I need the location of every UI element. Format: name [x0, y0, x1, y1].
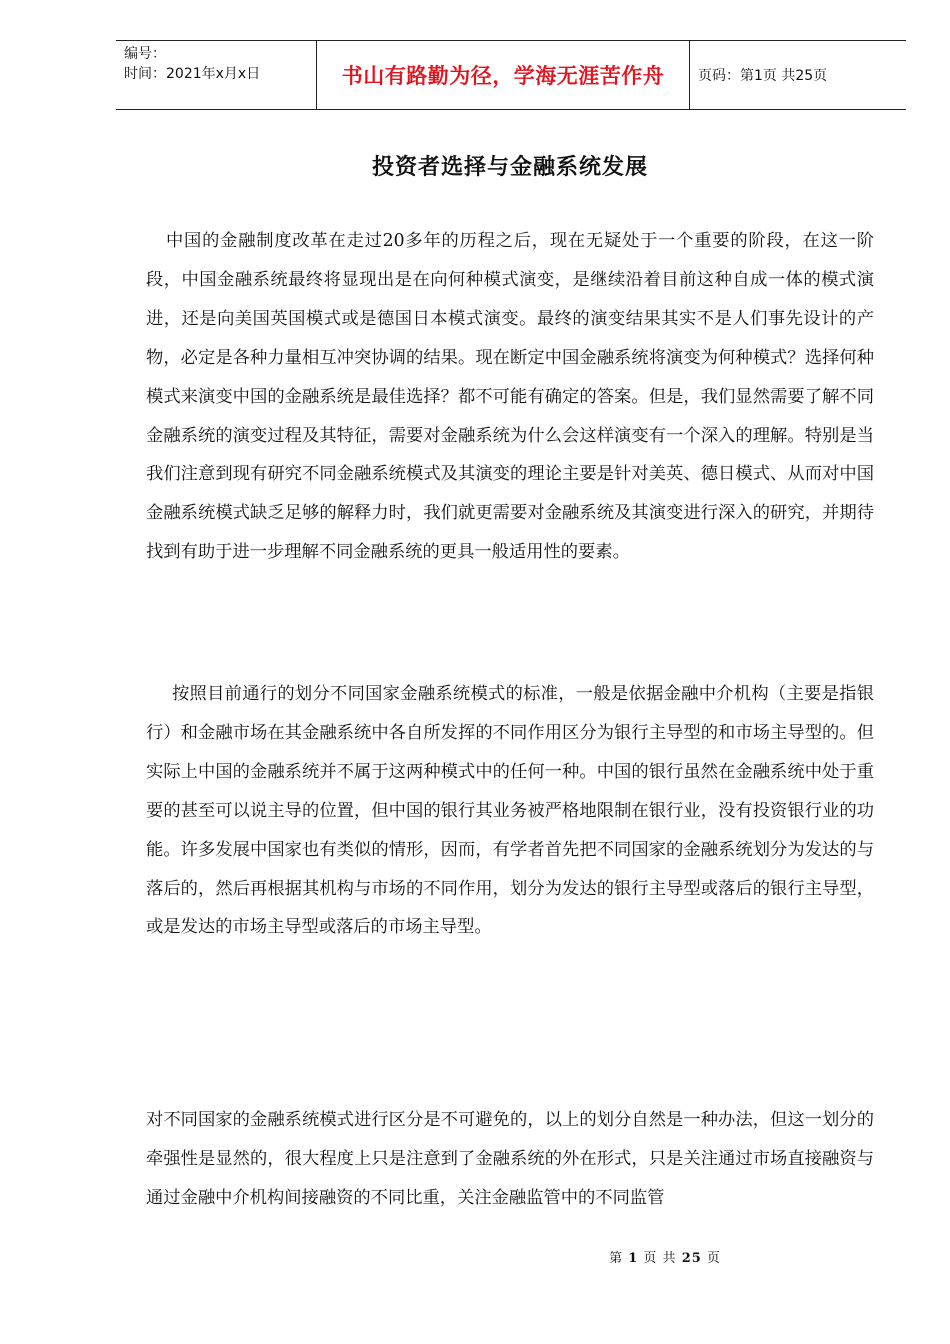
footer-middle: 页 共 [643, 1251, 677, 1266]
footer-total-pages: 25 [681, 1251, 702, 1266]
header-table [116, 40, 906, 110]
header-motto-cell [316, 41, 690, 109]
paragraph-3: 对不同国家的金融系统模式进行区分是不可避免的，以上的划分自然是一种办法，但这一划分的牵强性是显然的，很大程度上只是注意到了金融系统的外在形式，只是关注通过市场直接融资与通过金融中介机构间接融资的不同比重，关注金融监管中的不同监管 [146, 1110, 874, 1208]
page-label: 页码：第1页 共25页 [698, 68, 828, 84]
footer-page-number: 1 [628, 1251, 639, 1266]
footer-prefix: 第 [609, 1251, 624, 1266]
motto-text: 书山有路勤为径，学海无涯苦作舟 [341, 63, 665, 88]
document-title: 投资者选择与金融系统发展 [371, 154, 648, 180]
time-label: 时间：2021年x月x日 [124, 66, 261, 82]
header-info-cell [116, 41, 316, 109]
paragraph-2: 按照目前通行的划分不同国家金融系统模式的标准，一般是依据金融中介机构（主要是指银行）和金融市场在其金融系统中各自所发挥的不同作用区分为银行主导型的和市场主导型的。但实际上中国的金融系统并不属于这两种模式中的任何一种。中国的银行虽然在金融系统中处于重要的甚至可以说主导的位置，但中国的银行其业务被严格地限制在银行业，没有投资银行业的功能。许多发展中国家也有类似的情形，因而，有学者首先把不同国家的金融系统划分为发达的与落后的，然后再根据其机构与市场的不同作用，划分为发达的银行主导型或落后的银行主导型，或是发达的市场主导型或落后的市场主导型。 [146, 684, 874, 938]
header-page-cell [690, 41, 906, 109]
page-footer [0, 1247, 950, 1266]
footer-suffix: 页 [706, 1251, 721, 1266]
number-label: 编号： [124, 46, 166, 62]
paragraph-1: 中国的金融制度改革在走过20多年的历程之后，现在无疑处于一个重要的阶段，在这一阶段，中国金融系统最终将显现出是在向何种模式演变，是继续沿着目前这种自成一体的模式演进，还是向美国英国模式或是德国日本模式演变。最终的演变结果其实不是人们事先设计的产物，必定是各种力量相互冲突协调的结果。现在断定中国金融系统将演变为何种模式？选择何种模式来演变中国的金融系统是最佳选择？都不可能有确定的答案。但是，我们显然需要了解不同金融系统的演变过程及其特征，需要对金融系统为什么会这样演变有一个深入的理解。特别是当我们注意到现有研究不同金融系统模式及其演变的理论主要是针对美英、德日模式、从而对中国金融系统模式缺乏足够的解释力时，我们就更需要对金融系统及其演变进行深入的研究，并期待找到有助于进一步理解不同金融系统的更具一般适用性的要素。 [146, 231, 874, 563]
